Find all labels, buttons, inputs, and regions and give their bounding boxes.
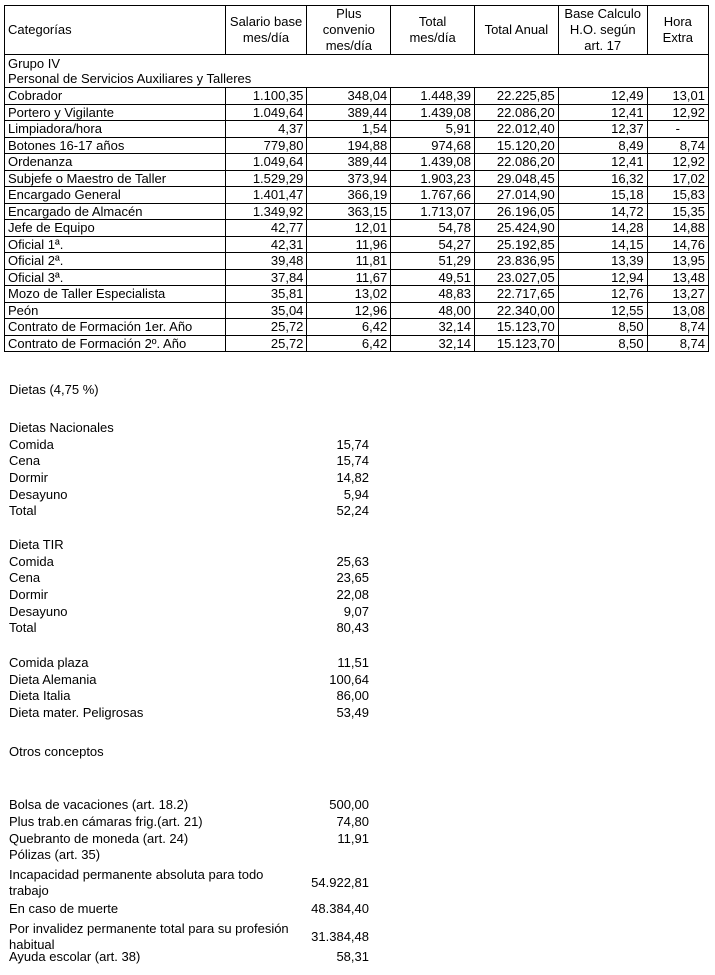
- category-cell: Cobrador: [5, 88, 226, 105]
- value-cell: 194,88: [307, 137, 391, 154]
- list-item: [9, 847, 369, 864]
- value-cell: 42,77: [225, 220, 307, 237]
- item-label: Total: [9, 503, 37, 519]
- category-cell: Botones 16-17 años: [5, 137, 226, 154]
- category-cell: Oficial 3ª.: [5, 269, 226, 286]
- item-label: Comida: [9, 436, 54, 452]
- value-cell: 37,84: [225, 269, 307, 286]
- value-cell: 13,01: [647, 88, 708, 105]
- table-row: [5, 170, 709, 187]
- header-hora-extra: Hora Extra: [647, 6, 708, 55]
- item-value: 15,74: [336, 453, 369, 469]
- item-label: Dieta Alemania: [9, 671, 97, 687]
- value-cell: 1.401,47: [225, 187, 307, 204]
- value-cell: 1,54: [307, 121, 391, 138]
- value-cell: 39,48: [225, 253, 307, 270]
- value-cell: 54,27: [391, 236, 475, 253]
- value-cell: 12,37: [558, 121, 647, 138]
- value-cell: 14,88: [647, 220, 708, 237]
- category-cell: Subjefe o Maestro de Taller: [5, 170, 226, 187]
- list-item: [9, 688, 369, 705]
- table-row: [5, 319, 709, 336]
- value-cell: 389,44: [307, 104, 391, 121]
- table-row: [5, 253, 709, 270]
- value-cell: 23.836,95: [474, 253, 558, 270]
- header-plus-convenio: Plus convenio mes/día: [307, 6, 391, 55]
- category-cell: Contrato de Formación 1er. Año: [5, 319, 226, 336]
- value-cell: 6,42: [307, 319, 391, 336]
- item-value: 14,82: [336, 470, 369, 486]
- item-label: Incapacidad permanente absoluta para todo trabajo: [9, 867, 264, 899]
- category-cell: Encargado General: [5, 187, 226, 204]
- item-value: 11,91: [337, 830, 369, 846]
- list-item: [9, 901, 369, 918]
- item-label: Comida: [9, 553, 54, 569]
- item-value: 31.384,48: [311, 928, 369, 944]
- item-value: 53,49: [336, 705, 369, 721]
- list-item: [9, 587, 369, 604]
- value-cell: 373,94: [307, 170, 391, 187]
- table-row: [5, 203, 709, 220]
- value-cell: 14,15: [558, 236, 647, 253]
- table-row: [5, 88, 709, 105]
- table-row: [5, 302, 709, 319]
- group-row: [5, 55, 709, 88]
- list-item: [9, 814, 369, 831]
- dieta-tir-title: Dieta TIR: [9, 537, 64, 552]
- value-cell: 8,50: [558, 335, 647, 352]
- value-cell: 48,83: [391, 286, 475, 303]
- value-cell: 13,48: [647, 269, 708, 286]
- dietas-otras: [9, 655, 369, 722]
- item-value: 100,64: [329, 671, 369, 687]
- value-cell: 12,92: [647, 154, 708, 171]
- dietas-nacionales: [9, 420, 369, 520]
- value-cell: 366,19: [307, 187, 391, 204]
- list-item: [9, 655, 369, 672]
- value-cell: 27.014,90: [474, 187, 558, 204]
- value-cell: 11,81: [307, 253, 391, 270]
- dietas-nacionales-title: Dietas Nacionales: [9, 420, 114, 435]
- value-cell: 25.424,90: [474, 220, 558, 237]
- value-cell: 1.529,29: [225, 170, 307, 187]
- header-total-anual: Total Anual: [474, 6, 558, 55]
- value-cell: 8,74: [647, 137, 708, 154]
- header-total-mes: Total mes/día: [391, 6, 475, 55]
- value-cell: 1.439,08: [391, 104, 475, 121]
- item-value: 54.922,81: [311, 875, 369, 891]
- item-label: Quebranto de moneda (art. 24): [9, 830, 189, 846]
- item-value: 52,24: [336, 503, 369, 519]
- list-item: [9, 830, 369, 847]
- table-row: [5, 187, 709, 204]
- value-cell: -: [647, 121, 708, 138]
- value-cell: 1.349,92: [225, 203, 307, 220]
- item-value: 11,51: [337, 655, 369, 670]
- item-label: Dormir: [9, 587, 48, 603]
- value-cell: 14,28: [558, 220, 647, 237]
- value-cell: 12,96: [307, 302, 391, 319]
- value-cell: 25,72: [225, 319, 307, 336]
- value-cell: 12,92: [647, 104, 708, 121]
- item-value: 80,43: [336, 620, 369, 636]
- value-cell: 5,91: [391, 121, 475, 138]
- category-cell: Encargado de Almacén: [5, 203, 226, 220]
- value-cell: 974,68: [391, 137, 475, 154]
- value-cell: 12,76: [558, 286, 647, 303]
- header-salario-base: Salario base mes/día: [225, 6, 307, 55]
- list-item: [9, 705, 369, 722]
- value-cell: 1.903,23: [391, 170, 475, 187]
- value-cell: 1.049,64: [225, 104, 307, 121]
- value-cell: 17,02: [647, 170, 708, 187]
- item-label: Comida plaza: [9, 655, 89, 670]
- value-cell: 22.717,65: [474, 286, 558, 303]
- list-item: [9, 570, 369, 587]
- value-cell: 12,01: [307, 220, 391, 237]
- value-cell: 348,04: [307, 88, 391, 105]
- value-cell: 1.049,64: [225, 154, 307, 171]
- dieta-tir: [9, 537, 369, 637]
- value-cell: 779,80: [225, 137, 307, 154]
- table-row: [5, 269, 709, 286]
- item-value: 500,00: [329, 797, 369, 813]
- value-cell: 35,04: [225, 302, 307, 319]
- value-cell: 26.196,05: [474, 203, 558, 220]
- list-item: [9, 503, 369, 520]
- value-cell: 8,49: [558, 137, 647, 154]
- value-cell: 363,15: [307, 203, 391, 220]
- group-subtitle: Personal de Servicios Auxiliares y Talleres: [8, 71, 252, 86]
- table-row: [5, 220, 709, 237]
- item-value: 74,80: [336, 814, 369, 830]
- category-cell: Portero y Vigilante: [5, 104, 226, 121]
- value-cell: 54,78: [391, 220, 475, 237]
- value-cell: 15,83: [647, 187, 708, 204]
- item-label: Cena: [9, 570, 41, 586]
- value-cell: 22.340,00: [474, 302, 558, 319]
- value-cell: 11,67: [307, 269, 391, 286]
- value-cell: 12,94: [558, 269, 647, 286]
- value-cell: 15,18: [558, 187, 647, 204]
- ayuda-escolar: [9, 949, 369, 966]
- value-cell: 14,72: [558, 203, 647, 220]
- item-value: 9,07: [343, 603, 369, 619]
- table-row: [5, 286, 709, 303]
- category-cell: Oficial 1ª.: [5, 236, 226, 253]
- value-cell: 8,74: [647, 335, 708, 352]
- value-cell: 8,50: [558, 319, 647, 336]
- value-cell: 12,41: [558, 154, 647, 171]
- table-row: [5, 104, 709, 121]
- value-cell: 13,27: [647, 286, 708, 303]
- value-cell: 23.027,05: [474, 269, 558, 286]
- value-cell: 32,14: [391, 335, 475, 352]
- ayuda-value: 58,31: [336, 949, 369, 964]
- value-cell: 25.192,85: [474, 236, 558, 253]
- item-value: 86,00: [336, 688, 369, 704]
- value-cell: 22.225,85: [474, 88, 558, 105]
- value-cell: 32,14: [391, 319, 475, 336]
- category-cell: Jefe de Equipo: [5, 220, 226, 237]
- value-cell: 15.123,70: [474, 319, 558, 336]
- list-item: [9, 604, 369, 621]
- value-cell: 12,49: [558, 88, 647, 105]
- item-value: 25,63: [336, 553, 369, 569]
- item-value: 23,65: [336, 570, 369, 586]
- list-item: [9, 797, 369, 814]
- value-cell: 12,55: [558, 302, 647, 319]
- group-title: Grupo IV: [8, 56, 61, 71]
- item-value: 5,94: [343, 486, 369, 502]
- list-item: [9, 453, 369, 470]
- value-cell: 15.120,20: [474, 137, 558, 154]
- table-row: [5, 154, 709, 171]
- value-cell: 14,76: [647, 236, 708, 253]
- item-label: Por invalidez permanente total para su profesión habitual: [9, 920, 289, 952]
- otros-list: [9, 797, 369, 954]
- item-label: Total: [9, 620, 37, 636]
- value-cell: 389,44: [307, 154, 391, 171]
- otros-title: Otros conceptos: [9, 744, 104, 759]
- value-cell: 15,35: [647, 203, 708, 220]
- value-cell: 35,81: [225, 286, 307, 303]
- list-item: [9, 470, 369, 487]
- header-categorias: Categorías: [5, 6, 226, 55]
- value-cell: 51,29: [391, 253, 475, 270]
- item-label: Pólizas (art. 35): [9, 847, 101, 863]
- value-cell: 1.100,35: [225, 88, 307, 105]
- dietas-title: Dietas (4,75 %): [9, 382, 99, 397]
- item-label: Dormir: [9, 470, 48, 486]
- category-cell: Oficial 2ª.: [5, 253, 226, 270]
- salary-table: [4, 5, 709, 352]
- category-cell: Limpiadora/hora: [5, 121, 226, 138]
- list-item: [9, 672, 369, 689]
- category-cell: Ordenanza: [5, 154, 226, 171]
- table-row: [5, 335, 709, 352]
- item-value: 48.384,40: [311, 901, 369, 917]
- value-cell: 49,51: [391, 269, 475, 286]
- value-cell: 6,42: [307, 335, 391, 352]
- list-item: [9, 487, 369, 504]
- otros-conceptos: [9, 744, 369, 761]
- value-cell: 29.048,45: [474, 170, 558, 187]
- value-cell: 25,72: [225, 335, 307, 352]
- list-item: [9, 620, 369, 637]
- value-cell: 11,96: [307, 236, 391, 253]
- header-base-calculo: Base Calculo H.O. según art. 17: [558, 6, 647, 55]
- value-cell: 42,31: [225, 236, 307, 253]
- item-label: Desayuno: [9, 603, 68, 619]
- value-cell: 8,74: [647, 319, 708, 336]
- value-cell: 1.713,07: [391, 203, 475, 220]
- table-row: [5, 121, 709, 138]
- value-cell: 13,39: [558, 253, 647, 270]
- value-cell: 22.086,20: [474, 104, 558, 121]
- category-cell: Mozo de Taller Especialista: [5, 286, 226, 303]
- ayuda-label: Ayuda escolar (art. 38): [9, 949, 141, 964]
- list-item: [9, 866, 369, 901]
- table-row: [5, 236, 709, 253]
- item-label: Plus trab.en cámaras frig.(art. 21): [9, 814, 203, 830]
- value-cell: 12,41: [558, 104, 647, 121]
- value-cell: 1.448,39: [391, 88, 475, 105]
- dietas-section: [9, 382, 369, 399]
- list-item: [9, 554, 369, 571]
- item-label: Desayuno: [9, 486, 68, 502]
- item-label: Dieta mater. Peligrosas: [9, 705, 144, 721]
- value-cell: 13,95: [647, 253, 708, 270]
- value-cell: 22.086,20: [474, 154, 558, 171]
- value-cell: 1.439,08: [391, 154, 475, 171]
- value-cell: 4,37: [225, 121, 307, 138]
- group-cell: [5, 55, 709, 88]
- item-value: 22,08: [336, 587, 369, 603]
- category-cell: Peón: [5, 302, 226, 319]
- value-cell: 22.012,40: [474, 121, 558, 138]
- table-row: [5, 137, 709, 154]
- item-label: Bolsa de vacaciones (art. 18.2): [9, 797, 189, 813]
- value-cell: 48,00: [391, 302, 475, 319]
- table-header-row: [5, 6, 709, 55]
- value-cell: 15.123,70: [474, 335, 558, 352]
- value-cell: 13,02: [307, 286, 391, 303]
- item-label: Cena: [9, 453, 41, 469]
- value-cell: 16,32: [558, 170, 647, 187]
- value-cell: 13,08: [647, 302, 708, 319]
- list-item: [9, 437, 369, 454]
- category-cell: Contrato de Formación 2º. Año: [5, 335, 226, 352]
- value-cell: 1.767,66: [391, 187, 475, 204]
- item-label: En caso de muerte: [9, 901, 119, 917]
- item-label: Dieta Italia: [9, 688, 71, 704]
- item-value: 15,74: [336, 436, 369, 452]
